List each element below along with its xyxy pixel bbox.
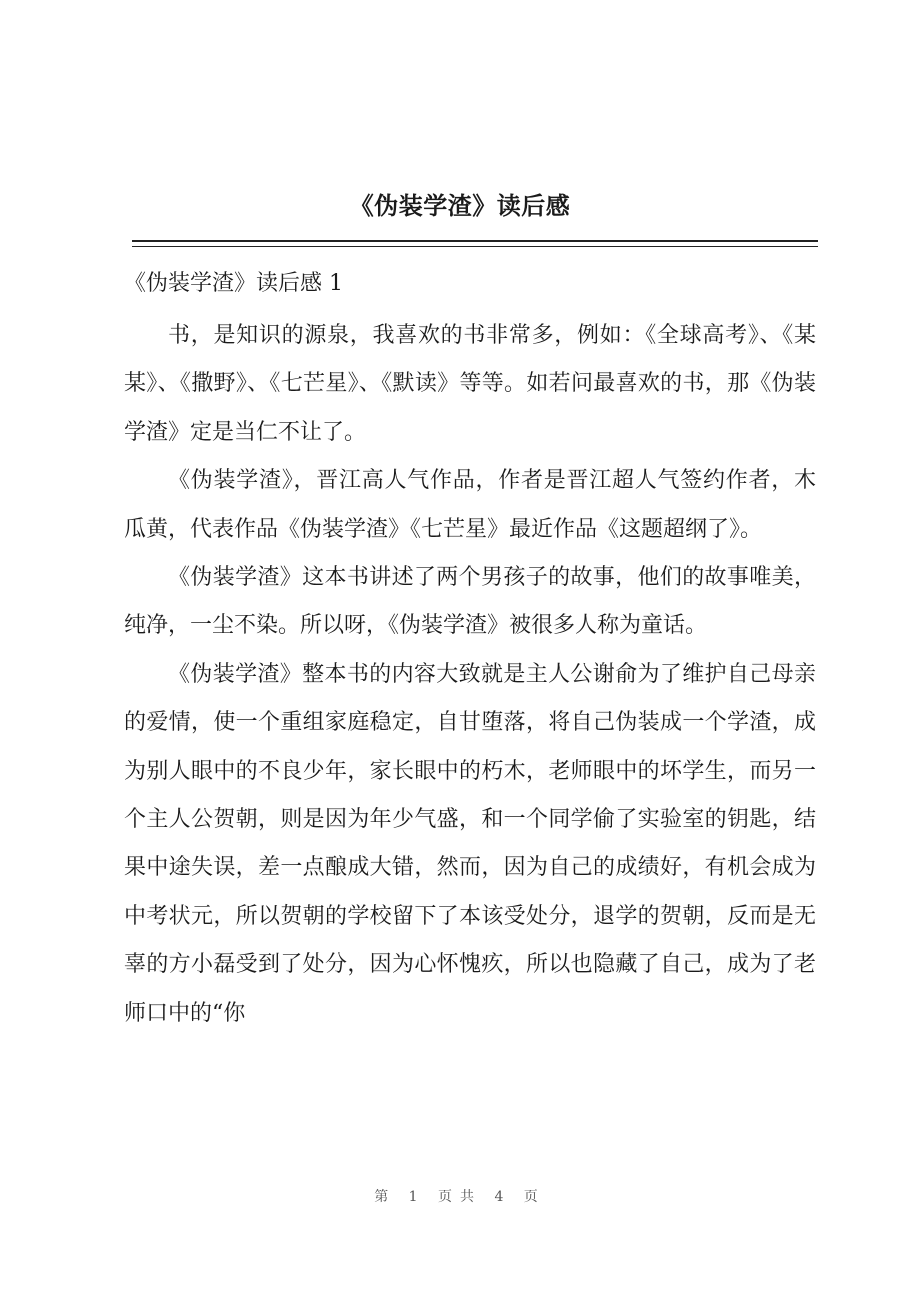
paragraph-2: 《伪装学渣》，晋江高人气作品，作者是晋江超人气签约作者，木瓜黄，代表作品《伪装学渣》《七芒星》最近作品《这题超纲了》。 (124, 468, 816, 542)
paragraph-4: 《伪装学渣》整本书的内容大致就是主人公谢俞为了维护自己母亲的爱情，使一个重组家庭稳定，自甘堕落，将自己伪装成一个学渣，成为别人眼中的不良少年，家长眼中的朽木，老师眼中的坏学生，而另一个主人公贺朝，则是因为年少气盛，和一个同学偷了实验室的钥匙，结果中途失误，差一点酿成大错，然而，因为自己的成绩好，有机会成为中考状元，所以贺朝的学校留下了本该受处分，退学的贺朝，反而是无辜的方小磊受到了处分，因为心怀愧疚，所以也隐藏了自己，成为了老师口中的“你 (124, 661, 816, 1026)
paragraph-3: 《伪装学渣》这本书讲述了两个男孩子的故事，他们的故事唯美，纯净，一尘不染。所以呀，《伪装学渣》被很多人称为童话。 (124, 565, 816, 639)
section-heading: 《伪装学渣》读后感 1 (124, 271, 343, 296)
title-divider (132, 240, 818, 247)
page-number-footer: 第 1 页共 4 页 (374, 1189, 546, 1205)
paragraph-1: 书，是知识的源泉，我喜欢的书非常多，例如：《全球高考》、《某某》、《撒野》、《七芒星》、《默读》等等。如若问最喜欢的书，那《伪装学渣》定是当仁不让了。 (124, 323, 816, 445)
body-text (124, 312, 816, 1038)
document-title: 《伪装学渣》读后感 (349, 191, 571, 220)
